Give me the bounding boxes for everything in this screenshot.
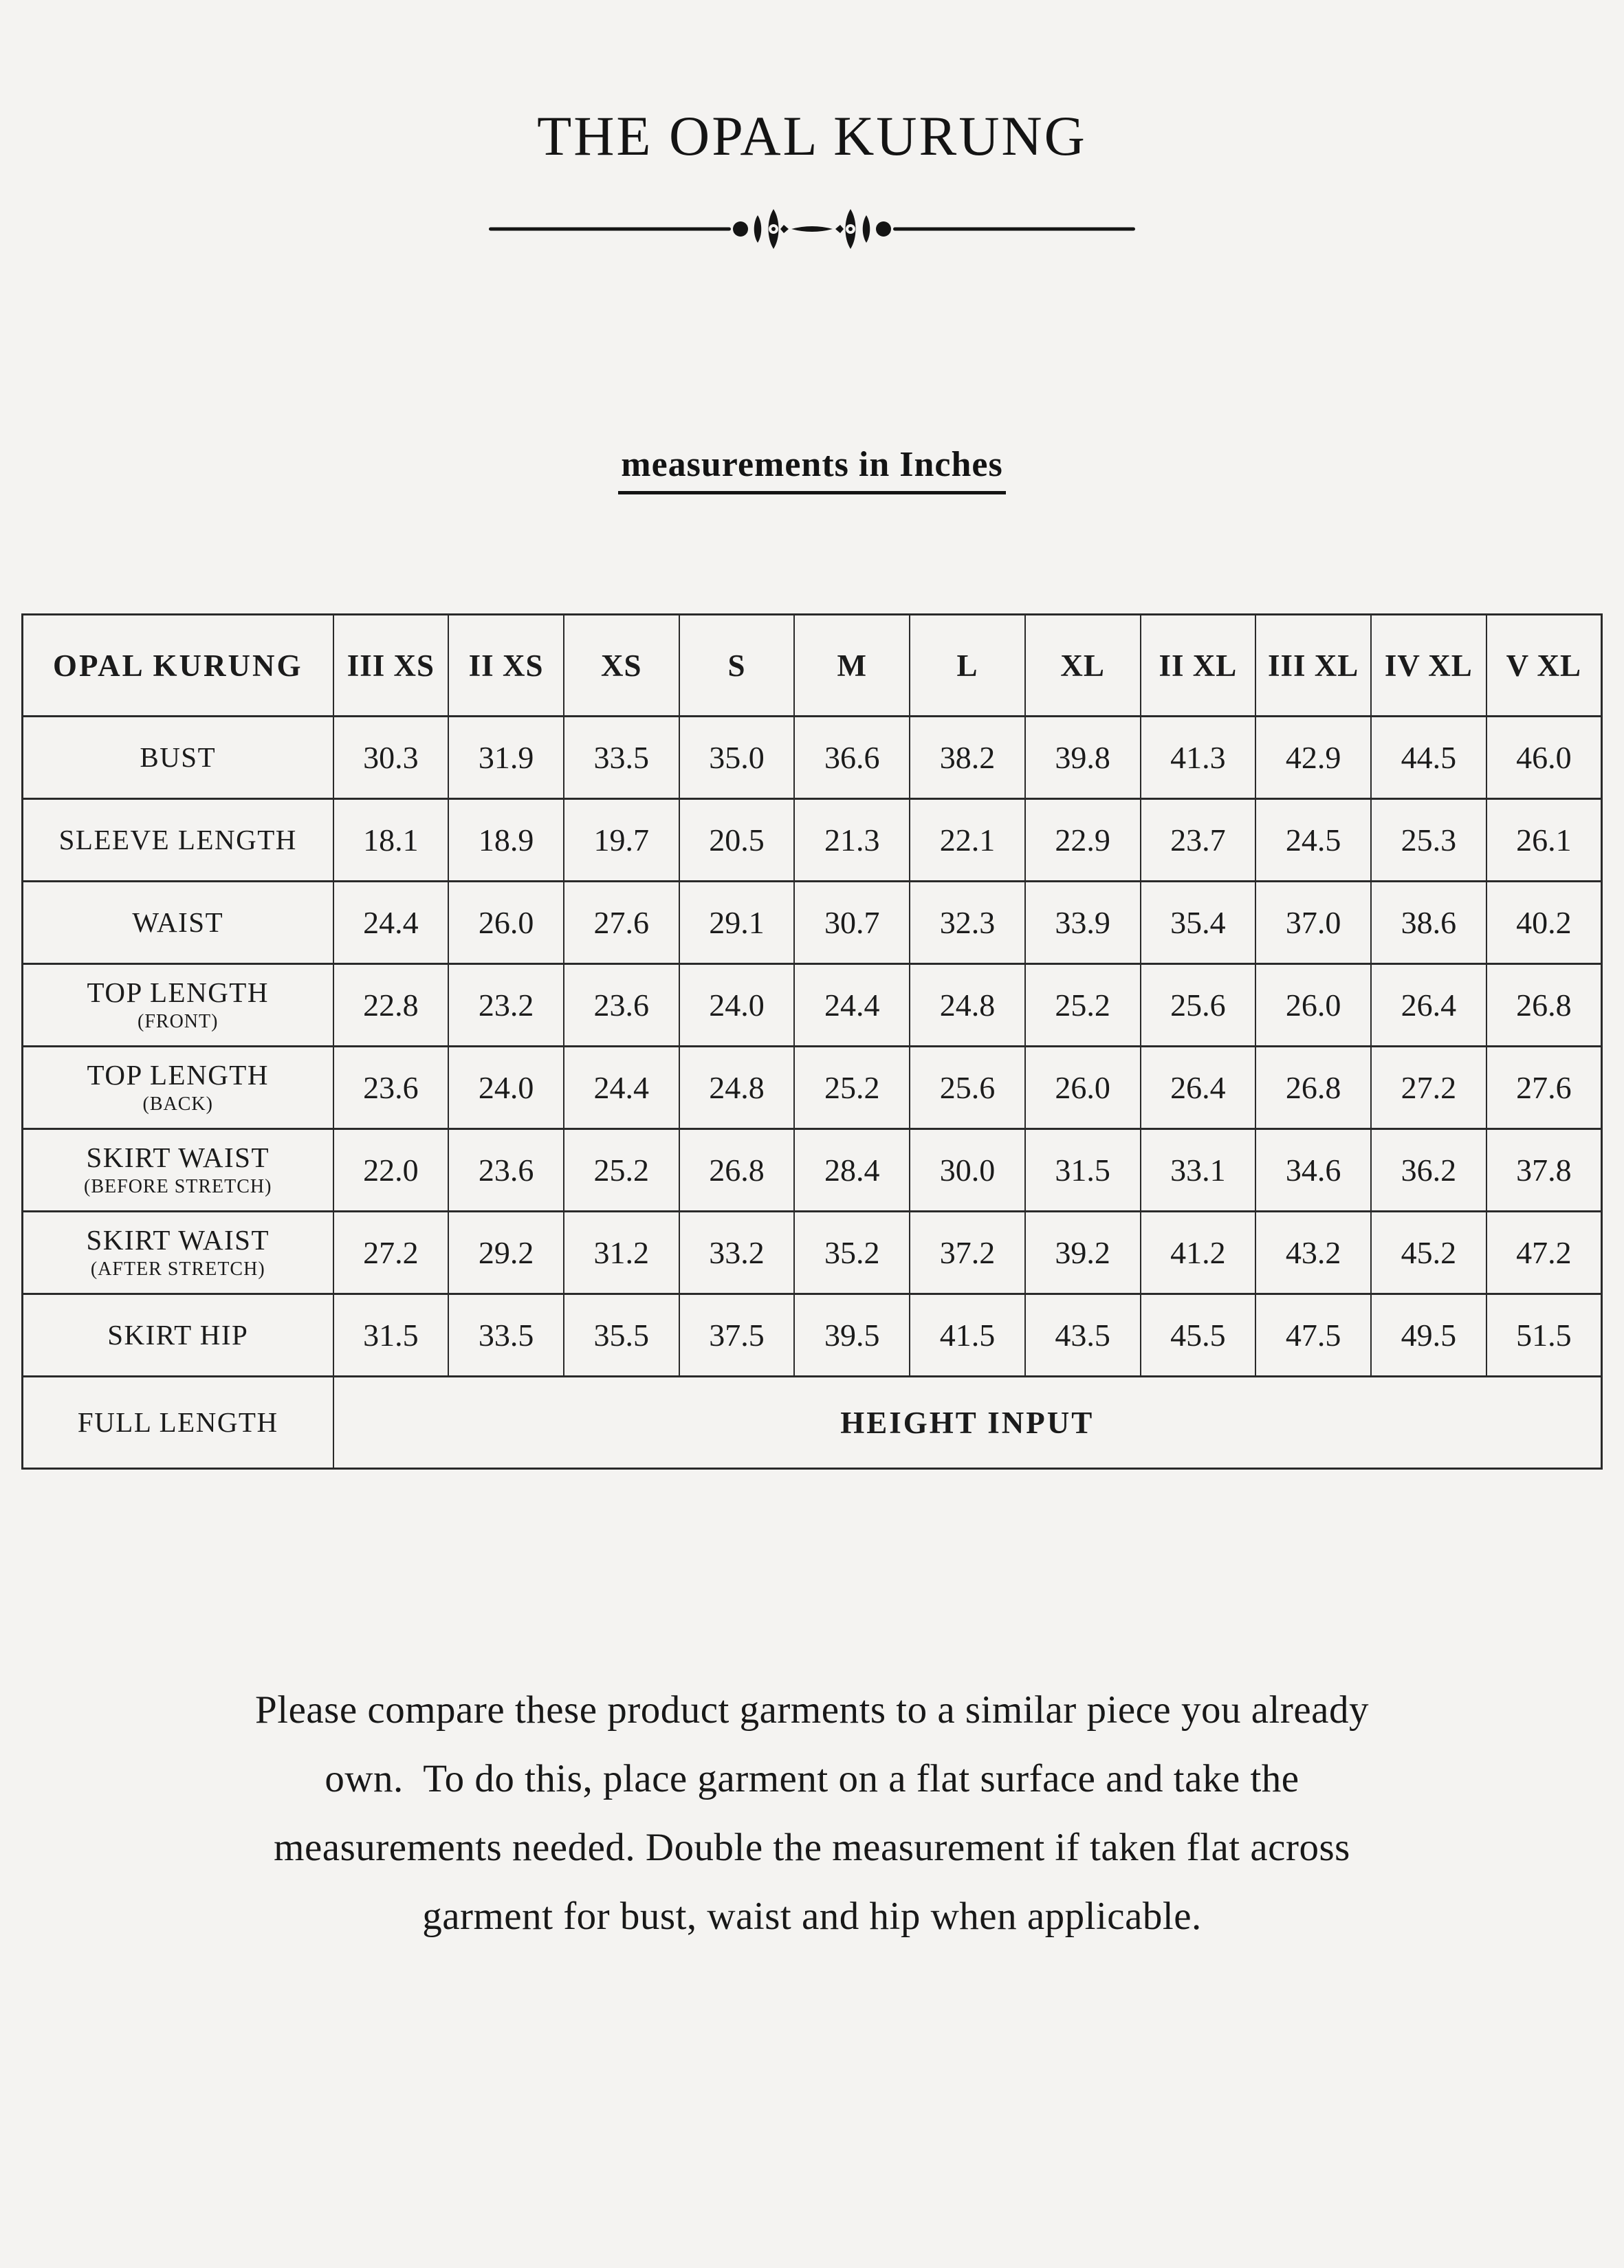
measurement-value: 26.0 [1255,964,1371,1047]
subtitle-wrap [0,444,1624,494]
measurement-label [23,1129,333,1212]
measurement-value: 41.2 [1141,1212,1256,1294]
measurement-label-text: SKIRT WAIST [86,1224,270,1256]
measurement-row [23,1294,1602,1377]
measurement-value: 31.9 [448,717,564,799]
measurement-value: 27.2 [333,1212,449,1294]
measurement-value: 23.6 [448,1129,564,1212]
measurement-value: 20.5 [679,799,795,882]
measurement-label-text: TOP LENGTH [87,977,269,1009]
measurement-value: 45.5 [1141,1294,1256,1377]
size-column-header: II XS [448,615,564,717]
measurement-value: 40.2 [1486,882,1602,964]
full-length-row [23,1377,1602,1469]
measurement-label-text: SKIRT HIP [107,1318,249,1351]
measurements-unit-subtitle: measurements in Inches [618,444,1005,494]
measurement-value: 34.6 [1255,1129,1371,1212]
measurement-value: 27.2 [1371,1047,1486,1129]
measurement-value: 26.0 [1025,1047,1141,1129]
measurement-value: 26.1 [1486,799,1602,882]
note-line: measurements needed. Double the measurement if taken flat across [274,1826,1350,1869]
measurement-value: 37.0 [1255,882,1371,964]
measurement-value: 44.5 [1371,717,1486,799]
measurement-value: 49.5 [1371,1294,1486,1377]
measurement-value: 41.3 [1141,717,1256,799]
measurement-sublabel: (BEFORE STRETCH) [84,1176,272,1198]
measurement-value: 43.5 [1025,1294,1141,1377]
measurement-value: 25.2 [794,1047,910,1129]
measurement-value: 26.4 [1141,1047,1256,1129]
measurement-row [23,1047,1602,1129]
measurement-value: 25.6 [910,1047,1025,1129]
measurement-value: 21.3 [794,799,910,882]
measurement-label-text: SLEEVE LENGTH [58,823,297,855]
height-input-cell: HEIGHT INPUT [333,1377,1602,1469]
measurement-value: 24.4 [564,1047,679,1129]
measurement-value: 24.0 [448,1047,564,1129]
measurement-value: 35.2 [794,1212,910,1294]
measurement-value: 35.5 [564,1294,679,1377]
measurement-value: 26.4 [1371,964,1486,1047]
measurement-value: 29.2 [448,1212,564,1294]
measurement-value: 47.5 [1255,1294,1371,1377]
measurement-value: 30.7 [794,882,910,964]
measurement-value: 36.2 [1371,1129,1486,1212]
measurement-value: 25.2 [564,1129,679,1212]
measurement-value: 33.1 [1141,1129,1256,1212]
measurement-value: 18.9 [448,799,564,882]
measurement-value: 24.8 [910,964,1025,1047]
measurement-row [23,964,1602,1047]
size-chart-table [21,613,1603,1470]
page-title: THE OPAL KURUNG [537,105,1087,167]
measurement-value: 22.8 [333,964,449,1047]
measurement-value: 25.2 [1025,964,1141,1047]
size-table-body [23,717,1602,1469]
size-column-header: IV XL [1371,615,1486,717]
measurement-value: 38.2 [910,717,1025,799]
measurement-value: 32.3 [910,882,1025,964]
measurement-value: 26.8 [1255,1047,1371,1129]
measurement-label-text: SKIRT WAIST [86,1142,270,1174]
measurement-value: 42.9 [1255,717,1371,799]
note-line: Please compare these product garments to a similar piece you already [255,1688,1369,1732]
measurement-value: 30.3 [333,717,449,799]
measurement-value: 33.9 [1025,882,1141,964]
measurement-label [23,882,333,964]
measurement-value: 29.1 [679,882,795,964]
size-column-header: XL [1025,615,1141,717]
size-chart-page [0,102,1624,1951]
measurement-label [23,1047,333,1129]
size-column-header: M [794,615,910,717]
measurement-value: 28.4 [794,1129,910,1212]
measurement-label [23,799,333,882]
measurement-value: 23.2 [448,964,564,1047]
measurement-value: 37.5 [679,1294,795,1377]
measurement-label-text: TOP LENGTH [87,1059,269,1091]
measurement-value: 27.6 [564,882,679,964]
size-column-header: V XL [1486,615,1602,717]
measurement-value: 25.6 [1141,964,1256,1047]
measurement-label [23,1294,333,1377]
size-column-header: L [910,615,1025,717]
note-line: own. To do this, place garment on a flat surface and take the [325,1757,1299,1800]
size-column-header: III XL [1255,615,1371,717]
table-title-cell: OPAL KURUNG [23,615,333,717]
measurement-value: 31.5 [333,1294,449,1377]
measurement-value: 47.2 [1486,1212,1602,1294]
measurement-label: FULL LENGTH [23,1377,333,1469]
measurement-value: 24.8 [679,1047,795,1129]
measurement-row [23,882,1602,964]
measurement-sublabel: (FRONT) [138,1011,219,1033]
measurement-label [23,1212,333,1294]
measurement-value: 39.2 [1025,1212,1141,1294]
size-column-header: III XS [333,615,449,717]
size-column-header: S [679,615,795,717]
measurement-value: 23.6 [564,964,679,1047]
size-header-row [23,615,1602,717]
measurement-value: 18.1 [333,799,449,882]
measurement-sublabel: (AFTER STRETCH) [90,1258,265,1280]
measurement-row [23,1212,1602,1294]
measurement-row [23,799,1602,882]
measurement-value: 37.8 [1486,1129,1602,1212]
measurement-value: 31.5 [1025,1129,1141,1212]
measurement-value: 37.2 [910,1212,1025,1294]
measurement-value: 23.7 [1141,799,1256,882]
measurement-value: 33.2 [679,1212,795,1294]
size-column-header: II XL [1141,615,1256,717]
measurement-value: 41.5 [910,1294,1025,1377]
measurement-row [23,1129,1602,1212]
measurement-value: 24.5 [1255,799,1371,882]
measurement-label-text: BUST [140,741,217,773]
measurement-label [23,964,333,1047]
measurement-value: 22.1 [910,799,1025,882]
measurement-value: 26.0 [448,882,564,964]
measurement-value: 25.3 [1371,799,1486,882]
measurement-value: 24.0 [679,964,795,1047]
measurement-value: 45.2 [1371,1212,1486,1294]
measurement-value: 22.0 [333,1129,449,1212]
measurement-value: 35.0 [679,717,795,799]
measurement-value: 35.4 [1141,882,1256,964]
size-table-head [23,615,1602,717]
size-column-header: XS [564,615,679,717]
measurement-value: 33.5 [564,717,679,799]
measurement-value: 33.5 [448,1294,564,1377]
measurement-value: 24.4 [794,964,910,1047]
note-line: garment for bust, waist and hip when applicable. [422,1895,1202,1938]
measurement-value: 36.6 [794,717,910,799]
measurement-value: 38.6 [1371,882,1486,964]
measurement-instructions [0,1676,1624,1951]
measurement-value: 43.2 [1255,1212,1371,1294]
measurement-value: 39.8 [1025,717,1141,799]
measurement-value: 26.8 [679,1129,795,1212]
measurement-value: 24.4 [333,882,449,964]
measurement-row [23,717,1602,799]
measurement-value: 27.6 [1486,1047,1602,1129]
measurement-sublabel: (BACK) [142,1093,213,1115]
measurement-label [23,717,333,799]
measurement-label-text: WAIST [132,906,224,938]
measurement-value: 30.0 [910,1129,1025,1212]
measurement-value: 46.0 [1486,717,1602,799]
measurement-value: 23.6 [333,1047,449,1129]
ornamental-divider-icon [489,208,1135,252]
measurement-value: 31.2 [564,1212,679,1294]
measurement-value: 19.7 [564,799,679,882]
measurement-value: 39.5 [794,1294,910,1377]
measurement-value: 51.5 [1486,1294,1602,1377]
measurement-value: 22.9 [1025,799,1141,882]
measurement-value: 26.8 [1486,964,1602,1047]
